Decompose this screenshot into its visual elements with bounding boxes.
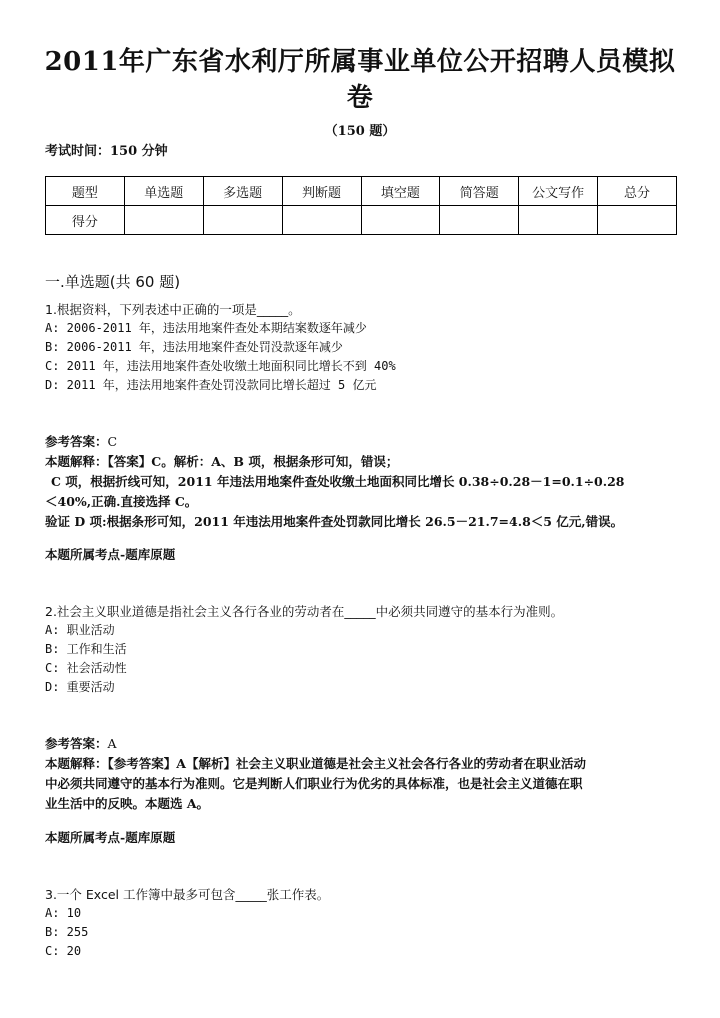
score-cell	[440, 206, 519, 235]
question-count: （150 题）	[324, 124, 396, 139]
section-title: 一.单选题(共 60 题)	[45, 273, 181, 291]
option-a: A: 2006-2011 年，违法用地案件查处本期结案数逐年减少	[45, 321, 367, 335]
answer-value: C	[107, 434, 118, 449]
score-cell: 判断题	[282, 177, 361, 206]
score-cell: 得分	[46, 206, 125, 235]
explain-text: 【参考答案】A【解析】社会主义职业道德是社会主义社会各行各业的劳动者在职业活动	[107, 756, 586, 771]
option-b: B: 工作和生活	[45, 642, 127, 656]
explain-label: 本题解释：	[45, 454, 108, 469]
option-d: D: 2011 年，违法用地案件查处罚没款同比增长超过 5 亿元	[45, 378, 377, 392]
document-title: 2011年广东省水利厅所属事业单位公开招聘人员模拟卷	[44, 47, 676, 113]
question-stem: 1.根据资料，下列表述中正确的一项是_____。	[45, 302, 301, 317]
question-1	[45, 300, 680, 395]
explain-text: 中必须共同遵守的基本行为准则。它是判断人们职业行为优劣的具体标准，也是社会主义道德在职	[45, 776, 583, 791]
score-cell: 总分	[598, 177, 677, 206]
score-table-header-row	[46, 177, 677, 206]
answer-value: A	[107, 736, 117, 751]
explain-text: 验证 D 项:根据条形可知，2011 年违法用地案件查处罚款同比增长 26.5－21.7=4.8＜5 亿元,错误。	[45, 514, 624, 529]
exam-time: 考试时间：150 分钟	[45, 144, 168, 159]
score-cell	[203, 206, 282, 235]
option-b: B: 2006-2011 年，违法用地案件查处罚没款逐年减少	[45, 340, 343, 354]
knowledge-point-2: 本题所属考点-题库原题	[45, 830, 176, 845]
score-cell	[519, 206, 598, 235]
score-cell: 多选题	[203, 177, 282, 206]
answer-label: 参考答案：	[45, 736, 108, 751]
answer-line	[45, 432, 680, 452]
option-c: C: 20	[45, 944, 82, 958]
score-table-score-row	[46, 206, 677, 235]
explain-line	[45, 452, 680, 472]
answer-label: 参考答案：	[45, 434, 108, 449]
score-cell: 单选题	[124, 177, 203, 206]
explain-label: 本题解释：	[45, 756, 108, 771]
answer-line	[45, 734, 680, 754]
score-table	[45, 176, 677, 235]
explain-text: 【答案】C。解析：A、B 项，根据条形可知，错误；	[107, 454, 399, 469]
option-d: D: 重要活动	[45, 680, 115, 694]
option-c: C: 社会活动性	[45, 661, 127, 675]
question-stem: 3.一个 Excel 工作簿中最多可包含_____张工作表。	[45, 887, 330, 902]
question-2	[45, 602, 680, 697]
score-cell	[361, 206, 440, 235]
explain-text: C 项，根据折线可知，2011 年违法用地案件查处收缴土地面积同比增长 0.38÷0.28－1=0.1÷0.28	[51, 474, 625, 489]
option-a: A: 10	[45, 906, 82, 920]
score-cell	[598, 206, 677, 235]
score-cell	[282, 206, 361, 235]
explain-text: ＜40%,正确.直接选择 C。	[45, 494, 198, 509]
answer-block-1	[45, 432, 680, 532]
question-3	[45, 885, 680, 961]
question-stem: 2.社会主义职业道德是指社会主义各行各业的劳动者在_____中必须共同遵守的基本行为准则。	[45, 604, 564, 619]
option-c: C: 2011 年，违法用地案件查处收缴土地面积同比增长不到 40%	[45, 359, 396, 373]
score-cell: 简答题	[440, 177, 519, 206]
explain-text: 业生活中的反映。本题选 A。	[45, 796, 210, 811]
option-a: A: 职业活动	[45, 623, 115, 637]
explain-line	[45, 754, 680, 774]
score-cell: 题型	[46, 177, 125, 206]
score-cell	[124, 206, 203, 235]
knowledge-point-1: 本题所属考点-题库原题	[45, 547, 176, 562]
score-cell: 填空题	[361, 177, 440, 206]
option-b: B: 255	[45, 925, 89, 939]
score-cell: 公文写作	[519, 177, 598, 206]
answer-block-2	[45, 734, 680, 814]
